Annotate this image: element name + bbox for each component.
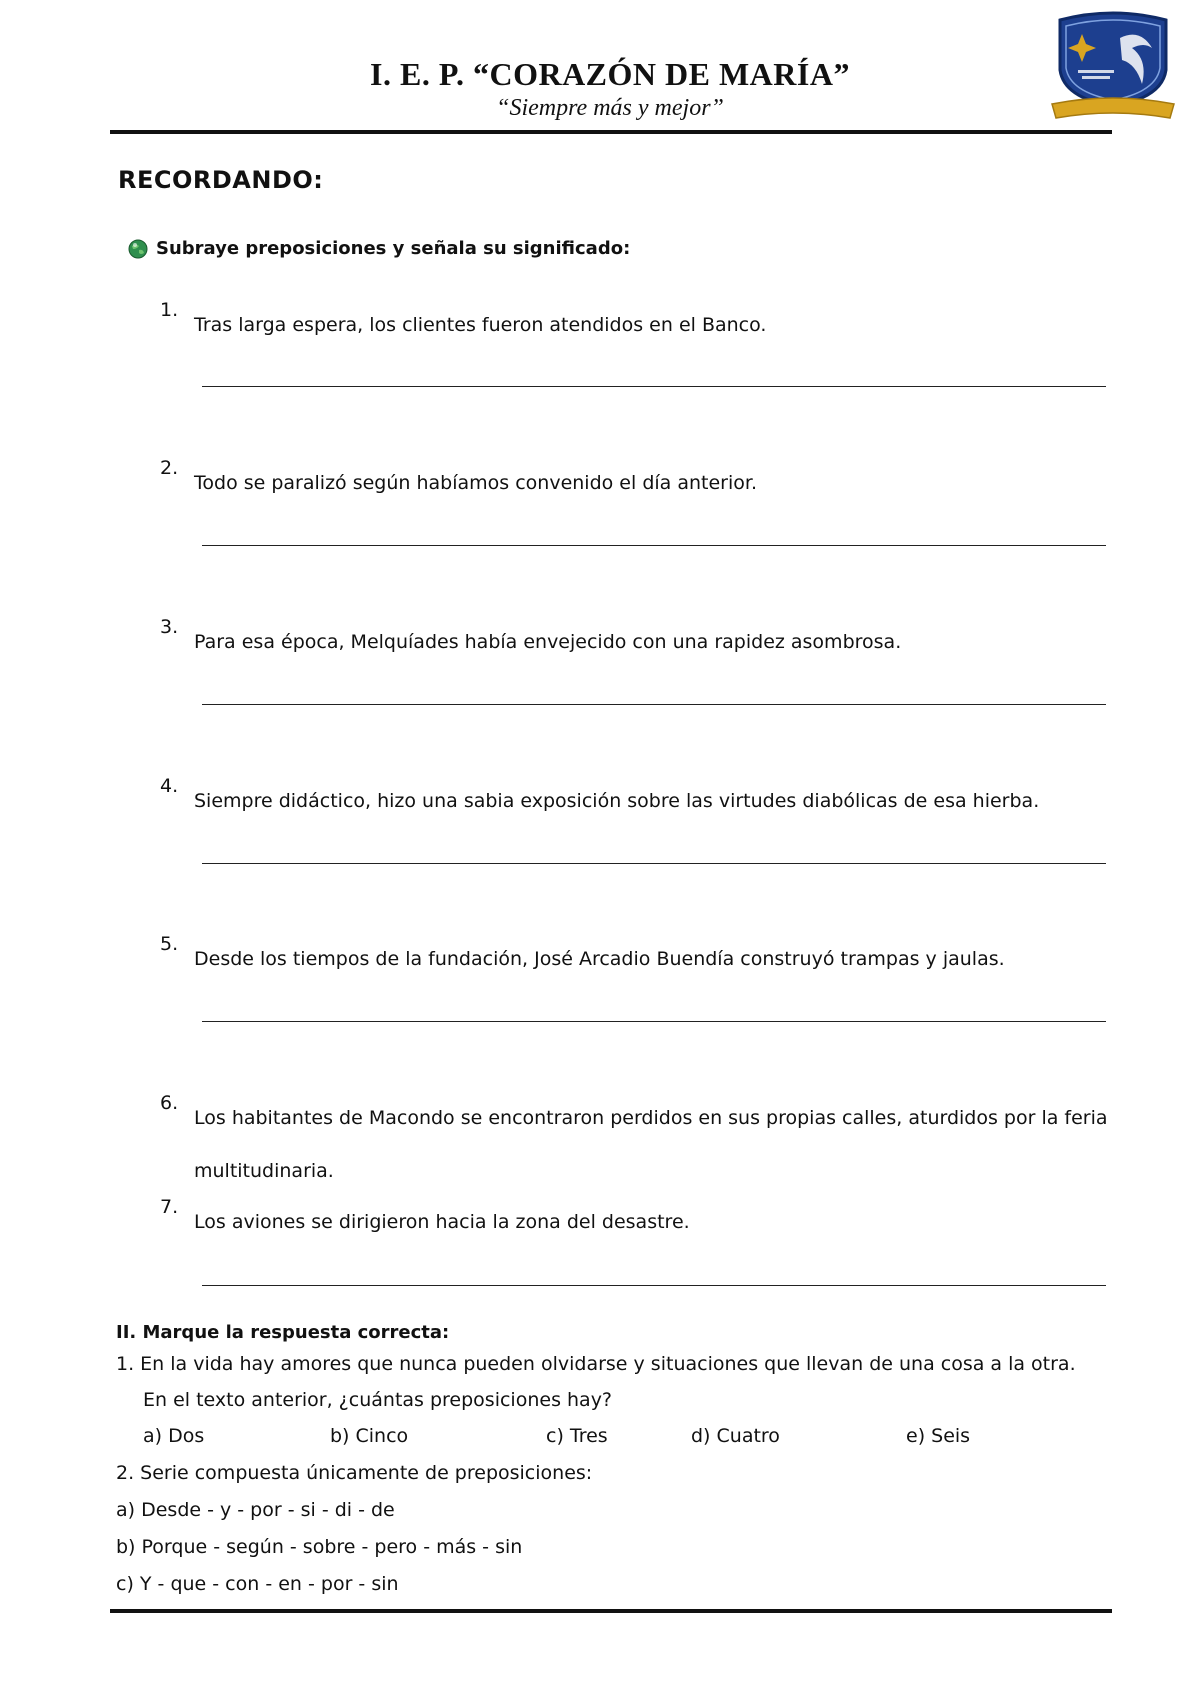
exercise-item [160, 933, 1110, 986]
header-divider [110, 130, 1112, 134]
exercise-text: Todo se paralizó según habíamos convenido el día anterior. [194, 472, 757, 494]
instruction [128, 238, 630, 259]
q1-option-d[interactable]: d) Cuatro [691, 1425, 780, 1447]
section-title: RECORDANDO: [118, 166, 324, 194]
globe-bullet-icon [128, 239, 148, 259]
answer-line[interactable] [202, 386, 1106, 387]
instruction-text: Subraye preposiciones y señala su significado: [156, 238, 631, 259]
exercise-text: Los habitantes de Macondo se encontraron perdidos en sus propias calles, aturdidos por la feria multitudinaria. [194, 1107, 1108, 1182]
exercise-number: 2. [160, 457, 179, 479]
exercise-number: 5. [160, 933, 179, 955]
school-motto: “Siempre más y mejor” [496, 95, 724, 121]
exercise-item [160, 457, 1110, 510]
q1-option-a[interactable]: a) Dos [143, 1425, 205, 1447]
question-2-text: 2. Serie compuesta únicamente de preposiciones: [116, 1462, 593, 1484]
answer-line[interactable] [202, 704, 1106, 705]
answer-line[interactable] [202, 545, 1106, 546]
exercise-item [160, 299, 1110, 352]
exercise-text: Desde los tiempos de la fundación, José Arcadio Buendía construyó trampas y jaulas. [194, 948, 1005, 970]
q1-option-c[interactable]: c) Tres [546, 1425, 608, 1447]
exercise-number: 7. [160, 1196, 179, 1218]
q2-option-b[interactable]: b) Porque - según - sobre - pero - más - sin [116, 1536, 523, 1558]
answer-line[interactable] [202, 863, 1106, 864]
exercise-item [160, 1196, 1110, 1249]
exercise-item [160, 616, 1110, 669]
exercise-text: Los aviones se dirigieron hacia la zona del desastre. [194, 1211, 690, 1233]
exercise-item [160, 775, 1110, 828]
q1-option-e[interactable]: e) Seis [906, 1425, 971, 1447]
exercise-text: Siempre didáctico, hizo una sabia exposición sobre las virtudes diabólicas de esa hierba. [194, 790, 1040, 812]
exercise-number: 1. [160, 299, 179, 321]
exercise-text: Para esa época, Melquíades había envejecido con una rapidez asombrosa. [194, 631, 902, 653]
q2-option-a[interactable]: a) Desde - y - por - si - di - de [116, 1499, 395, 1521]
exercise-text: Tras larga espera, los clientes fueron atendidos en el Banco. [194, 314, 767, 336]
part2-title: II. Marque la respuesta correcta: [116, 1322, 450, 1343]
exercise-number: 6. [160, 1092, 179, 1114]
exercise-item [160, 1092, 1110, 1198]
page-header [110, 55, 1110, 123]
exercise-number: 3. [160, 616, 179, 638]
school-crest-icon [1044, 8, 1182, 128]
q1-option-b[interactable]: b) Cinco [330, 1425, 409, 1447]
question-1-prompt: En el texto anterior, ¿cuántas preposiciones hay? [143, 1389, 613, 1411]
q2-option-c[interactable]: c) Y - que - con - en - por - sin [116, 1573, 399, 1595]
answer-line[interactable] [202, 1021, 1106, 1022]
footer-divider [110, 1609, 1112, 1613]
exercise-number: 4. [160, 775, 179, 797]
school-name: I. E. P. “CORAZÓN DE MARÍA” [370, 56, 850, 92]
question-1-text: 1. En la vida hay amores que nunca pueden olvidarse y situaciones que llevan de una cosa a la otra. [116, 1353, 1076, 1375]
answer-line[interactable] [202, 1285, 1106, 1286]
